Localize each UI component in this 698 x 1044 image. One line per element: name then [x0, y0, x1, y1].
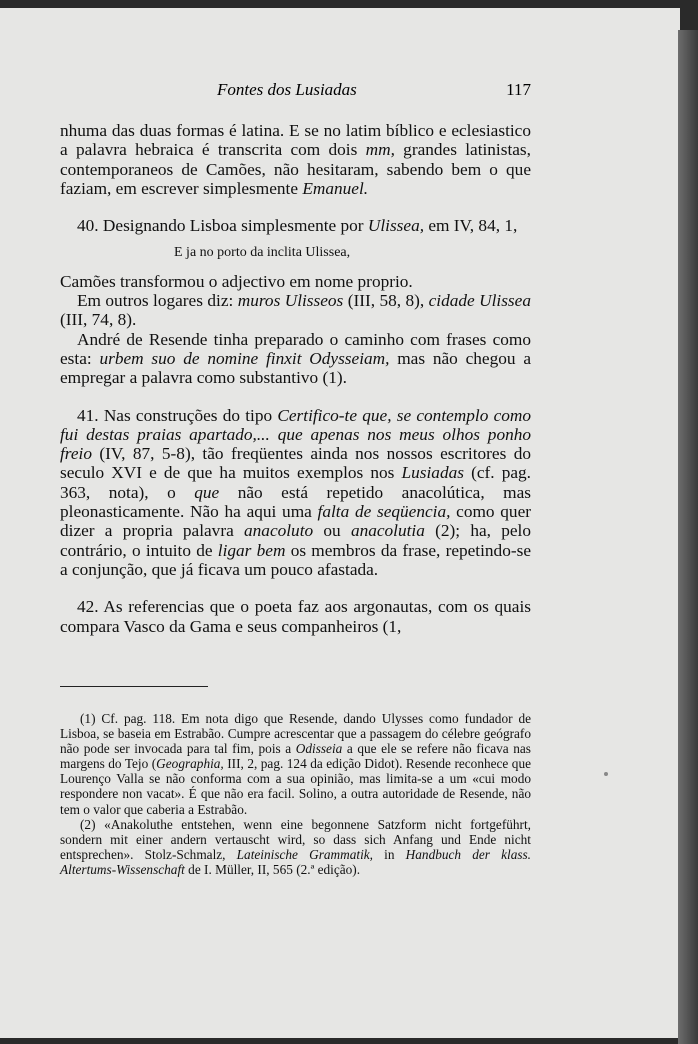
text-run: (III, 74, 8). [60, 310, 137, 330]
text-run: (2); ha, pelo contrário, o intuito de [60, 521, 531, 560]
paragraph [60, 330, 531, 388]
text-run: grandes latinistas, contemporaneos de Camões, não hesitaram, sabendo bem o que faziam, em escrever simplesmente [60, 140, 531, 198]
paragraph [60, 291, 531, 330]
italic-text: Lusiadas [401, 463, 464, 483]
paragraph-40 [60, 216, 531, 235]
paragraph [60, 272, 531, 291]
text-run: (1) Cf. pag. 118. Em nota digo que Resende, dando Ulysses como fundador de Lisboa, se baseia em Estrabão. Cumpre acrescentar que a passagem do célebre geógrafo não pode ser invocada para tal fim, pois a [60, 711, 531, 757]
footnotes [60, 711, 531, 877]
footnote-2 [60, 817, 531, 877]
text-run: não está repetido anacolútica, mas pleonasticamente. Não ha aqui uma [60, 482, 531, 522]
italic-text: anacoluto [244, 521, 314, 541]
italic-text: Certifico-te que, se contemplo como fui destas praias apartado,... [60, 405, 532, 444]
italic-text: que [194, 482, 220, 502]
text-run: Camões transformou o adjectivo em nome proprio. [60, 271, 413, 291]
text-run: André de Resende tinha preparado o caminho com frases como esta: [60, 329, 531, 368]
footnote-1 [60, 711, 531, 817]
text-run: de I. Müller, II, 565 (2.ª edição). [184, 861, 361, 877]
italic-text: cidade Ulissea [428, 291, 531, 311]
italic-text: Geographia, [156, 756, 224, 772]
text-run: 42. As referencias que o poeta faz aos argonautas, com os quais compara Vasco da Gama e seus companheiros (1, [60, 597, 531, 636]
paragraph-41 [60, 406, 531, 580]
italic-text: ligar bem [217, 540, 286, 560]
italic-text: Odisseia [295, 741, 343, 757]
text-run: nhuma das duas formas é latina. E se no latim bíblico e eclesiastico a palavra hebraica é transcrita com dois [60, 121, 531, 160]
text-run: 41. Nas construções do tipo [77, 405, 278, 425]
text-run: mas não chegou a empregar a palavra como substantivo (1). [60, 348, 531, 388]
italic-text: mm, [365, 140, 395, 160]
page-edge [678, 30, 698, 1044]
verse-quote: E ja no porto da inclita Ulissea, [174, 245, 351, 261]
text-run: III, 2, pag. 124 da edição Didot). Resende reconhece que Lourenço Valla se não conforma com a sua opinião, mas limita-se a um «cui modo respondere non vacat». É que não era facil. Solino, a outra autoridade de Resende, não tem o valor que caberia a Estrabão. [60, 756, 531, 817]
text-run: 40. Designando Lisboa simplesmente por [77, 216, 368, 236]
italic-text: Emanuel. [302, 178, 369, 198]
text-run: a que ele se refere não ficava nas margens do Tejo ( [60, 741, 531, 772]
text-run: (cf. pag. 363, nota), o [60, 463, 531, 502]
italic-text: Lateinische Grammatik, [236, 846, 374, 862]
text-run: (2) «Anakoluthe entstehen, wenn eine begonnene Satzform nicht fortgeführt, sondern mit einer andern vertauscht wird, so dass sich Anfang und Ende nicht entsprechen». Stolz-Schmalz, [60, 816, 531, 862]
page-header [60, 80, 531, 106]
page-number: 117 [506, 80, 531, 99]
main-text [60, 121, 531, 636]
text-run: in [373, 846, 406, 862]
italic-text: falta de seqüencia, [317, 502, 451, 522]
paragraph [60, 121, 531, 198]
text-run [270, 425, 278, 444]
text-run: como quer dizer a propria palavra [60, 502, 531, 541]
italic-text: muros Ulisseos [237, 291, 344, 311]
running-title: Fontes dos Lusiadas [217, 80, 357, 99]
text-run: em IV, 84, 1, [424, 216, 518, 236]
text-run: Em outros logares diz: [77, 291, 238, 311]
text-run: os membros da frase, repetindo-se a conjunção, que já ficava um pouco afastada. [60, 540, 531, 579]
italic-text: urbem suo de nomine finxit Odysseiam, [99, 348, 390, 368]
ink-speck [604, 772, 608, 776]
italic-text: Handbuch der klass. Altertums-Wissenschaft [60, 846, 532, 877]
italic-text: Ulissea, [367, 216, 425, 236]
text-run: ou [313, 521, 351, 541]
italic-text: que apenas nos meus olhos ponho freio [60, 424, 532, 464]
italic-text: anacolutia [350, 521, 425, 541]
text-run: (IV, 87, 5-8), tão freqüentes ainda nos nossos escritores do seculo XVI e de que ha muitos exemplos nos [60, 444, 531, 483]
text-run: (III, 58, 8), [343, 291, 429, 311]
paragraph-42 [60, 597, 531, 636]
footnote-rule [60, 686, 208, 687]
